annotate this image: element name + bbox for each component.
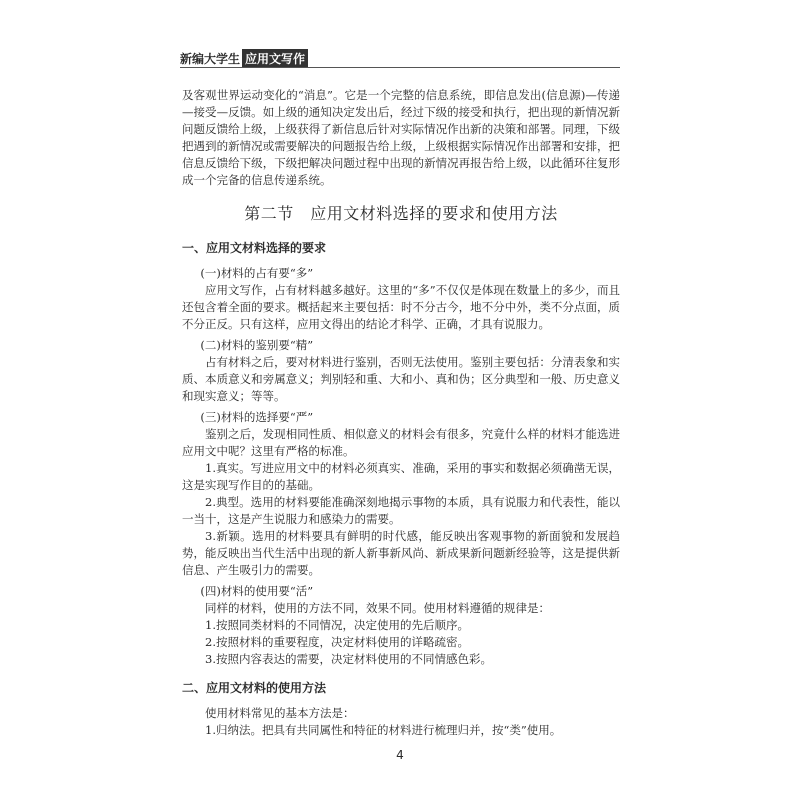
numbered-item-1: 1.真实。写进应用文中的材料必须真实、准确，采用的事实和数据必须确凿无误，这是实现写作目的的基础。	[182, 461, 620, 492]
intro-paragraph: 及客观世界运动变化的“消息”。它是一个完整的信息系统，即信息发出(信息源)—传递—接受—反馈。如上级的通知决定发出后，经过下级的接受和执行，把出现的新情况新问题反馈给上级，上级获得了新信息后针对实际情况作出新的决策和部署。同理，下级把遇到的新情况或需要解决的问题报告给上级，上级根据实际情况作出部署和安排，把信息反馈给下级，下级把解决问题过程中出现的新情况再报告给上级，以此循环往复形成一个完备的信息传递系统。	[182, 88, 620, 187]
paragraph-4: 同样的材料，使用的方法不同，效果不同。使用材料遵循的规律是：	[205, 601, 550, 615]
part2-heading: 二、应用文材料的使用方法	[182, 681, 327, 695]
use-item-2: 2.按照材料的重要程度，决定材料使用的详略疏密。	[205, 635, 469, 649]
use-item-1: 1.按照同类材料的不同情况，决定使用的先后顺序。	[205, 618, 469, 632]
subheading-3: (三)材料的选择要“严”	[200, 410, 314, 424]
subheading-2: (二)材料的鉴别要“精”	[200, 338, 314, 352]
running-header	[180, 49, 308, 68]
page-content	[182, 87, 620, 739]
method-item-1: 1.归纳法。把具有共同属性和特征的材料进行梳理归并，按“类”使用。	[205, 723, 562, 737]
paragraph-2: 占有材料之后，要对材料进行鉴别，否则无法使用。鉴别主要包括：分清表象和实质、本质意义和旁属意义；判别轻和重、大和小、真和伪；区分典型和一般、历史意义和现实意义；等等。	[182, 355, 620, 403]
section-title: 第二节 应用文材料选择的要求和使用方法	[244, 204, 558, 223]
numbered-item-3: 3.新颖。选用的材料要具有鲜明的时代感，能反映出客观事物的新面貌和发展趋势，能反映出当代生活中出现的新人新事新风尚、新成果新问题新经验等，这是提供新信息、产生吸引力的需要。	[182, 529, 620, 577]
page-number: 4	[396, 748, 404, 762]
subheading-1: (一)材料的占有要“多”	[200, 266, 314, 280]
subheading-4: (四)材料的使用要“活”	[200, 584, 314, 598]
paragraph-3: 鉴别之后，发现相同性质、相似意义的材料会有很多，究竟什么样的材料才能选进应用文中呢？这里有严格的标准。	[182, 427, 620, 458]
header-rule	[180, 67, 620, 68]
paragraph-5: 使用材料常见的基本方法是：	[205, 706, 355, 720]
book-title: 新编大学生	[180, 52, 241, 66]
use-item-3: 3.按照内容表达的需要，决定材料使用的不同情感色彩。	[205, 652, 492, 666]
chapter-tag: 应用文写作	[242, 49, 308, 68]
part1-heading: 一、应用文材料选择的要求	[182, 241, 327, 255]
numbered-item-2: 2.典型。选用的材料要能准确深刻地揭示事物的本质，具有说服力和代表性，能以一当十，这是产生说服力和感染力的需要。	[182, 495, 620, 526]
paragraph-1: 应用文写作，占有材料越多越好。这里的“多”不仅仅是体现在数量上的多少，而且还包含着全面的要求。概括起来主要包括：时不分古今，地不分中外，类不分点面，质不分正反。只有这样，应用文得出的结论才科学、正确，才具有说服力。	[182, 283, 620, 331]
